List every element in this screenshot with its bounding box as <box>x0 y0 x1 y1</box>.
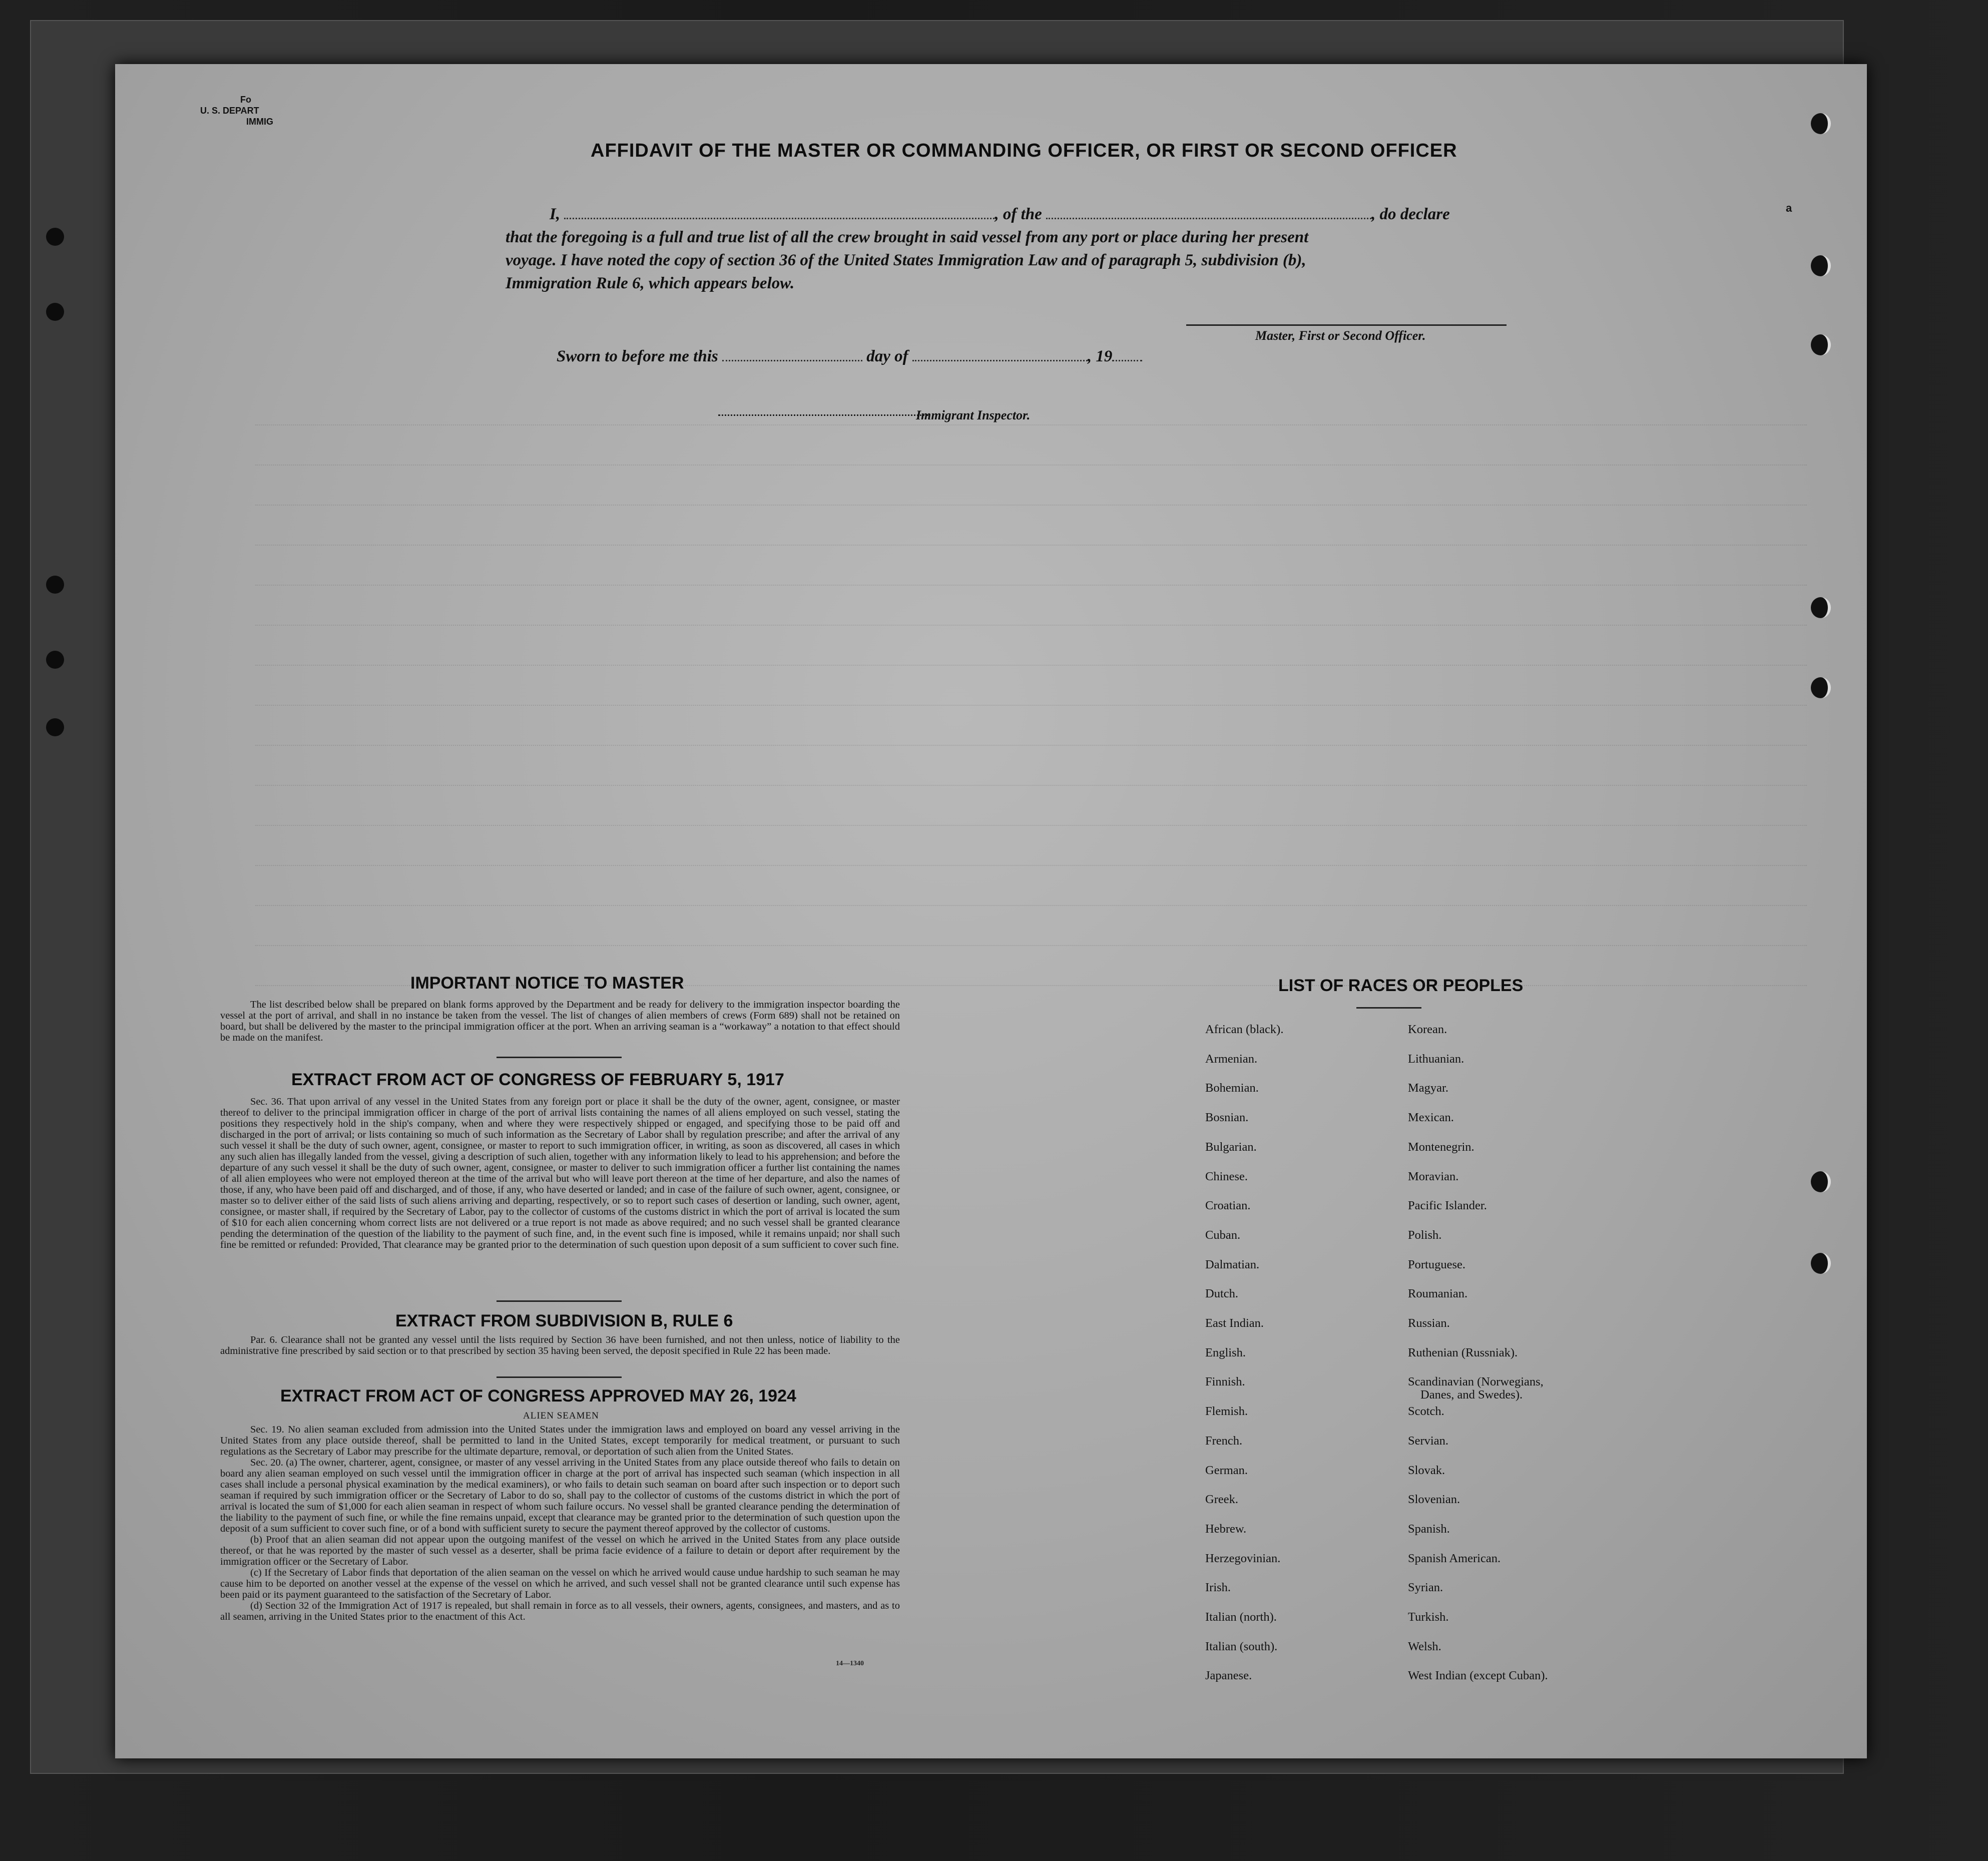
act-1917-text: Sec. 36. That upon arrival of any vessel in the United States from any foreign port or place it shall be the duty of the owner, agent, consignee, or master thereof to deliver to the principal immigration officer in charge of the port of arrival lists containing the names of all aliens employed on such vessel, stating the positions they respectively hold in the ship's company, when and where they were respectively shipped or engaged, and specifying those to be paid off and discharged in the port of arrival; or lists containing so much of such information as the Secretary of Labor shall by regulation prescribe; and after the arrival of any such vessel it shall be the duty of such owner, agent, consignee, or master to report to such immigration officer, in writing, as soon as discovered, all cases in which any such alien has illegally landed from the vessel, giving a description of such alien, together with any information likely to lead to his apprehension; and before the departure of any such vessel it shall be the duty of such owner, agent, consignee, or master to deliver to such immigration officer a further list containing the names of all alien employees who were not employed thereon at the time of the arrival but who will leave port thereon at the time of her departure, and also the names of those, if any, who have been paid off and discharged, and of those, if any, who have deserted or landed; and in case of the failure of such owner, agent, consignee, or master so to deliver either of the said lists of such aliens arriving and departing, respectively, or so to report such cases of desertion or landing, such owner, agent, consignee, or master shall, if required by the Secretary of Labor, pay to the collector of customs of the customs district in which the port of arrival is located the sum of $10 for each alien concerning whom correct lists are not delivered or a true report is not made as above required; and no such vessel shall be granted clearance pending the determination of the question of the liability to the payment of such fine, and, in the event such fine is imposed, while it remains unpaid; nor shall such fine be remitted or refunded: Provided, That clearance may be granted prior to the determination of such question upon deposit of a sum sufficient to cover such fine. <box>220 1096 900 1250</box>
race-item: African (black). <box>1205 1023 1284 1036</box>
act-1917-title: EXTRACT FROM ACT OF CONGRESS OF FEBRUARY 5, 1917 <box>291 1070 784 1089</box>
race-item: Danes, and Swedes). <box>1420 1388 1523 1402</box>
race-item: Scandinavian (Norwegians, <box>1408 1375 1544 1389</box>
race-item: Armenian. <box>1205 1052 1258 1066</box>
race-item: Polish. <box>1408 1228 1442 1242</box>
race-item: East Indian. <box>1205 1316 1264 1330</box>
separator <box>496 1376 622 1378</box>
punch-hole <box>1811 255 1831 276</box>
race-item: Bulgarian. <box>1205 1140 1257 1154</box>
race-item: Italian (north). <box>1205 1610 1277 1624</box>
race-item: Dalmatian. <box>1205 1257 1260 1271</box>
race-item: Greek. <box>1205 1493 1238 1507</box>
master-signature-label: Master, First or Second Officer. <box>1255 328 1426 343</box>
race-item: Lithuanian. <box>1408 1052 1464 1066</box>
race-item: Slovak. <box>1408 1463 1445 1477</box>
affidavit-title: AFFIDAVIT OF THE MASTER OR COMMANDING OFFICER, OR FIRST OR SECOND OFFICER <box>591 140 1457 161</box>
rule-6-title: EXTRACT FROM SUBDIVISION B, RULE 6 <box>395 1311 733 1330</box>
race-item: Ruthenian (Russniak). <box>1408 1345 1518 1359</box>
race-item: English. <box>1205 1345 1246 1359</box>
races-title: LIST OF RACES OR PEOPLES <box>1278 976 1524 995</box>
race-item: Dutch. <box>1205 1287 1238 1301</box>
bleed-through-row <box>255 705 1807 708</box>
sworn-text: Sworn to before me this <box>557 347 718 365</box>
race-item: Cuban. <box>1205 1228 1241 1242</box>
bleed-through-row <box>255 625 1807 628</box>
sec-20d-text: (d) Section 32 of the Immigration Act of 1917 is repealed, but shall remain in force as to all vessels, their owners, agents, consignees, and masters, and as to all seamen, arriving in the United States prior to the enactment of this Act. <box>220 1600 900 1622</box>
race-item: Scotch. <box>1408 1405 1444 1419</box>
race-item: Chinese. <box>1205 1169 1248 1183</box>
punch-hole <box>1811 113 1831 134</box>
race-item: Welsh. <box>1408 1639 1441 1653</box>
race-item: Russian. <box>1408 1316 1450 1330</box>
race-item: Herzegovinian. <box>1205 1551 1281 1565</box>
bleed-through-row <box>255 745 1807 748</box>
notice-title: IMPORTANT NOTICE TO MASTER <box>410 974 684 993</box>
sworn-line <box>557 347 1142 366</box>
sworn-day-blank <box>722 357 862 361</box>
punch-hole <box>1811 677 1831 698</box>
dept-label-1: Fo <box>240 95 251 105</box>
race-item: Syrian. <box>1408 1581 1443 1595</box>
race-item: Korean. <box>1408 1023 1447 1036</box>
binder-hole <box>46 718 64 736</box>
race-item: Japanese. <box>1205 1669 1252 1683</box>
day-of-text: day of <box>866 347 908 365</box>
race-item: Mexican. <box>1408 1111 1454 1125</box>
bleed-through-row <box>255 865 1807 868</box>
affidavit-declaration-line <box>550 205 1450 224</box>
binder-hole <box>46 651 64 669</box>
race-item: Croatian. <box>1205 1199 1251 1213</box>
race-item: Spanish. <box>1408 1522 1450 1536</box>
vessel-blank <box>1046 215 1371 219</box>
race-item: Irish. <box>1205 1581 1231 1595</box>
separator <box>1356 1007 1421 1009</box>
rule-6-text: Par. 6. Clearance shall not be granted any vessel until the lists required by Section 36 have been furnished, and not then unless, notice of liability to the administrative fine prescribed by said section or to that prescribed by section 35 having been served, the deposit specified in Rule 22 has been made. <box>220 1334 900 1356</box>
bleed-through-row <box>255 464 1807 468</box>
race-item: German. <box>1205 1463 1248 1477</box>
sec-19-text: Sec. 19. No alien seaman excluded from admission into the United States under the immigration laws and employed on board any vessel arriving in the United States from any place outside thereof, shall be permitted to land in the United States, except temporarily for medical treatment, or pursuant to such regulations as the Secretary of Labor may prescribe for the ultimate departure, removal, or deportation of such alien from the United States. <box>220 1424 900 1457</box>
punch-hole <box>1811 1253 1831 1274</box>
affidavit-line-4: Immigration Rule 6, which appears below. <box>506 274 795 292</box>
race-item: Pacific Islander. <box>1408 1199 1487 1213</box>
affidavit-line-3: voyage. I have noted the copy of section 36 of the United States Immigration Law and of paragraph 5, subdivision (b), <box>506 251 1306 269</box>
race-item: Bohemian. <box>1205 1081 1259 1095</box>
bleed-through-row <box>255 905 1807 908</box>
year-text: , 19 <box>1087 347 1113 365</box>
inspector-signature-line <box>718 414 928 416</box>
punch-hole <box>1811 334 1831 355</box>
separator <box>496 1300 622 1302</box>
year-blank <box>1112 357 1142 361</box>
document-page <box>115 64 1867 1758</box>
affidavit-declare: , do declare <box>1371 205 1450 223</box>
affidavit-i: I, <box>550 205 561 223</box>
race-item: Bosnian. <box>1205 1111 1249 1125</box>
bleed-through-row <box>255 424 1807 427</box>
bleed-through-row <box>255 585 1807 588</box>
master-signature-line <box>1186 324 1507 326</box>
affidavit-of-the: , of the <box>995 205 1042 223</box>
sec-20a-text: Sec. 20. (a) The owner, charterer, agent, consignee, or master of any vessel arriving in the United States from any place outside thereof who fails to detain on board any alien seaman employed on such vessel until the immigration officer in charge at the port of arrival has inspected such seaman (which inspection in all cases shall include a personal physical examination by the medical examiners), or who fails to detain such seaman on board after such inspection or to deport such seaman if required by such immigration officer or the Secretary of Labor to do so, shall pay to the collector of customs of the customs district in which the port of arrival is located the sum of $1,000 for each alien seaman in respect of whom such failure occurs. No vessel shall be granted clearance pending the determination of the liability to the payment of such fine, or while the fine remains unpaid, except that clearance may be granted prior to the determination of such question upon the deposit of a sum sufficient to cover such fine, or of a bond with sufficient surety to secure the payment thereof approved by the collector of customs. <box>220 1457 900 1534</box>
race-item: Spanish American. <box>1408 1551 1501 1565</box>
race-item: Portuguese. <box>1408 1257 1465 1271</box>
bleed-through-row <box>255 785 1807 788</box>
race-item: Turkish. <box>1408 1610 1449 1624</box>
alien-seamen-subtitle: ALIEN SEAMEN <box>523 1411 599 1421</box>
race-item: Slovenian. <box>1408 1493 1460 1507</box>
race-item: Magyar. <box>1408 1081 1448 1095</box>
bleed-through-row <box>255 665 1807 668</box>
bleed-through-row <box>255 945 1807 948</box>
race-item: Finnish. <box>1205 1375 1245 1389</box>
punch-hole <box>1811 1171 1831 1192</box>
race-item: Moravian. <box>1408 1169 1459 1183</box>
race-item: Servian. <box>1408 1434 1448 1448</box>
dept-header-fragment <box>200 94 273 127</box>
form-number: 14—1340 <box>836 1660 864 1667</box>
bleed-through-row <box>255 825 1807 828</box>
name-blank <box>564 215 995 219</box>
race-item: Hebrew. <box>1205 1522 1247 1536</box>
binder-hole <box>46 228 64 246</box>
binder-hole <box>46 576 64 594</box>
binder-hole <box>46 303 64 321</box>
dept-label-2: U. S. DEPART <box>200 106 259 116</box>
act-1924-text <box>220 1424 900 1622</box>
sec-20b-text: (b) Proof that an alien seaman did not appear upon the outgoing manifest of the vessel on which he arrived in the United States from any place outside thereof, or that he was reported by the master of such vessel as a deserter, shall be prima facie evidence of a failure to detain or deport after requirement by the immigration officer or the Secretary of Labor. <box>220 1534 900 1567</box>
race-item: Montenegrin. <box>1408 1140 1474 1154</box>
separator <box>496 1057 622 1058</box>
bleed-through-row <box>255 505 1807 508</box>
inspector-label: Immigrant Inspector. <box>916 408 1031 422</box>
affidavit-line-2: that the foregoing is a full and true list of all the crew brought in said vessel from any port or place during her present <box>506 228 1309 246</box>
punch-hole <box>1811 597 1831 618</box>
race-item: Flemish. <box>1205 1405 1248 1419</box>
race-item: Italian (south). <box>1205 1639 1278 1653</box>
dept-label-3: IMMIG <box>246 117 273 127</box>
bleed-through-row <box>255 545 1807 548</box>
act-1924-title: EXTRACT FROM ACT OF CONGRESS APPROVED MAY 26, 1924 <box>280 1386 796 1406</box>
race-item: French. <box>1205 1434 1243 1448</box>
sworn-month-blank <box>912 357 1088 361</box>
sec-20c-text: (c) If the Secretary of Labor finds that deportation of the alien seaman on the vessel on which he arrived would cause undue hardship to such seaman he may cause him to be deported on another vessel at the expense of the vessel on which he arrived, and such vessel shall not be granted clearance until such expense has been paid or its payment guaranteed to the satisfaction of the Secretary of Labor. <box>220 1567 900 1600</box>
race-item: West Indian (except Cuban). <box>1408 1669 1548 1683</box>
notice-text: The list described below shall be prepared on blank forms approved by the Department and be ready for delivery to the immigration inspector boarding the vessel at the port of arrival, and shall in no instance be taken from the vessel. The list of changes of alien members of crews (Form 689) shall not be retained on board, but shall be delivered by the master to the principal immigration officer at the port. When an arriving seaman is a “workaway” a notation to that effect should be made on the manifest. <box>220 999 900 1043</box>
race-item: Roumanian. <box>1408 1287 1468 1301</box>
corner-mark: a <box>1786 202 1792 214</box>
